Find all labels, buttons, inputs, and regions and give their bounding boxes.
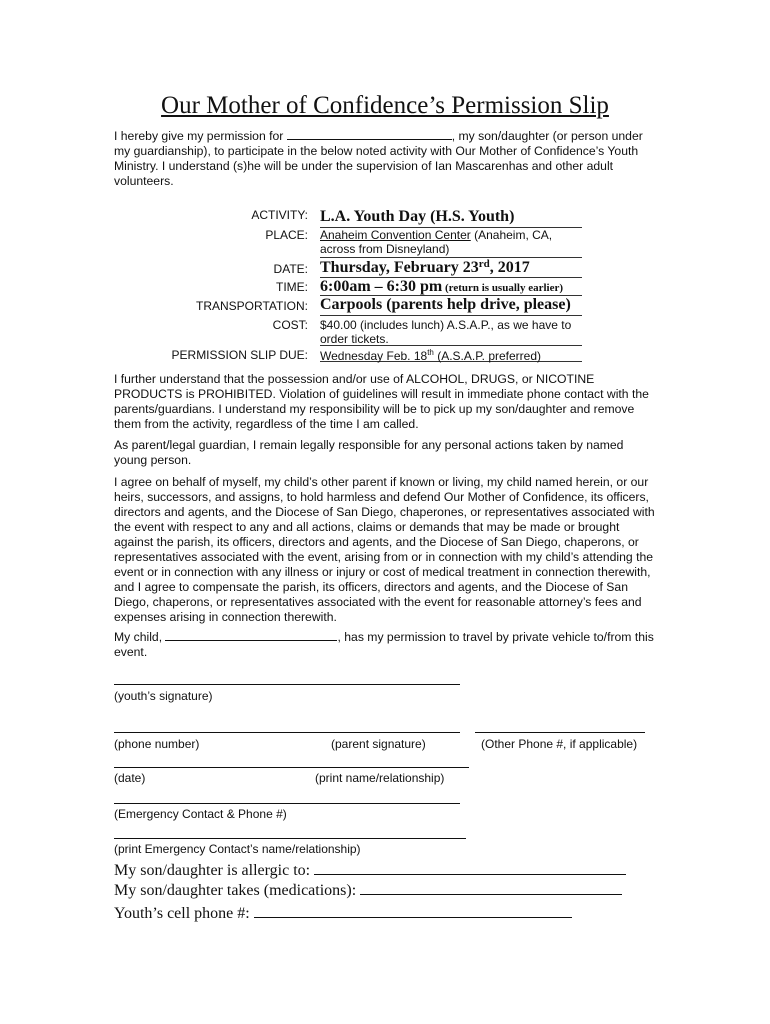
travel-permission-paragraph: My child, , has my permission to travel by private vehicle to/from this event.: [114, 630, 654, 659]
emergency-contact-label: (Emergency Contact & Phone #): [114, 807, 287, 821]
print-name-label: (print name/relationship): [315, 771, 445, 785]
emergency-contact-line[interactable]: [114, 803, 460, 804]
intro-paragraph: [114, 128, 659, 189]
print-emergency-label: (print Emergency Contact’s name/relationship): [114, 842, 361, 856]
date-label-signature: (date): [114, 771, 146, 785]
activity-label: ACTIVITY:: [251, 208, 308, 222]
youth-signature-label: (youth’s signature): [114, 689, 213, 703]
allergies-field[interactable]: [314, 861, 626, 875]
other-phone-line[interactable]: [475, 732, 645, 733]
other-phone-label: (Other Phone #, if applicable): [481, 737, 638, 751]
activity-details: [150, 208, 582, 362]
transportation-value: Carpools (parents help drive, please): [320, 296, 582, 316]
child-name-field[interactable]: [287, 128, 452, 140]
due-label: PERMISSION SLIP DUE:: [171, 348, 308, 362]
medications-row: [114, 881, 622, 900]
date-name-line[interactable]: [114, 767, 469, 768]
cost-label: COST:: [272, 318, 308, 332]
youth-signature-line[interactable]: [114, 684, 460, 685]
activity-value: L.A. Youth Day (H.S. Youth): [320, 208, 582, 228]
place-value: Anaheim Convention Center (Anaheim, CA, across from Disneyland): [320, 228, 582, 258]
intro-text-start: I hereby give my permission for: [114, 129, 284, 143]
cost-value: $40.00 (includes lunch) A.S.A.P., as we have to order tickets.: [320, 316, 582, 346]
due-value: Wednesday Feb. 18th (A.S.A.P. preferred): [320, 346, 582, 362]
date-value: Thursday, February 23rd, 2017: [320, 258, 582, 278]
time-value: 6:00am – 6:30 pm (return is usually earlier): [320, 278, 582, 296]
cell-phone-row: [114, 904, 572, 923]
phone-parent-signature-line[interactable]: [114, 732, 460, 733]
hold-harmless-paragraph: I agree on behalf of myself, my child’s other parent if known or living, my child named herein, or our heirs, successors, and assigns, to hold harmless and defend Our Mother of Confidence, its officers, directors and agents, and the Diocese of San Diego, chaperones, or representatives associated with the event with respect to any and all actions, claims or demands that may be made or brought against the parish, its officers, directors and agents, and the Diocese of San Diego, chaperons, or representatives associated with the event, arising from or in connection with my child’s attending the event or in connection with any illness or injury or cost of medical treatment in connection therewith, and I agree to compensate the parish, its officers, directors and agents, and the Diocese of San Diego, chaperons, or representatives associated with the event for reasonable attorney’s fees and expenses arising in connection therewith.: [114, 475, 655, 624]
travel-child-name-field[interactable]: [165, 629, 337, 641]
intro-text-rest: , my son/daughter (or person under my guardianship), to participate in the below noted activity with Our Mother of Confidence’s Youth Ministry. I understand (s)he will be under the supervision of Ian Mascarenhas and other adult volunteers.: [114, 129, 643, 188]
phone-number-label: (phone number): [114, 737, 200, 751]
medications-label: My son/daughter takes (medications):: [114, 882, 357, 899]
time-label: TIME:: [276, 280, 308, 294]
medications-field[interactable]: [360, 881, 622, 895]
allergies-row: [114, 861, 626, 880]
allergies-label: My son/daughter is allergic to:: [114, 862, 311, 879]
print-emergency-line[interactable]: [114, 838, 466, 839]
parent-signature-label: (parent signature): [331, 737, 426, 751]
cell-phone-label: Youth’s cell phone #:: [114, 905, 250, 922]
place-label: PLACE:: [265, 228, 308, 242]
legal-responsibility-paragraph: As parent/legal guardian, I remain legally responsible for any personal actions taken by named young person.: [114, 438, 624, 467]
cell-phone-field[interactable]: [254, 904, 572, 918]
transportation-label: TRANSPORTATION:: [195, 299, 308, 313]
alcohol-policy-paragraph: I further understand that the possession and/or use of ALCOHOL, DRUGS, or NICOTINE PRODUCTS is PROHIBITED. Violation of guidelines will result in immediate phone contact with the parents/guardians. I understand my responsibility will be to pick up my son/daughter and remove them from the activity, regardless of the time I am called.: [114, 372, 649, 431]
date-label: DATE:: [273, 262, 308, 276]
page-title: Our Mother of Confidence’s Permission Slip: [161, 92, 609, 119]
